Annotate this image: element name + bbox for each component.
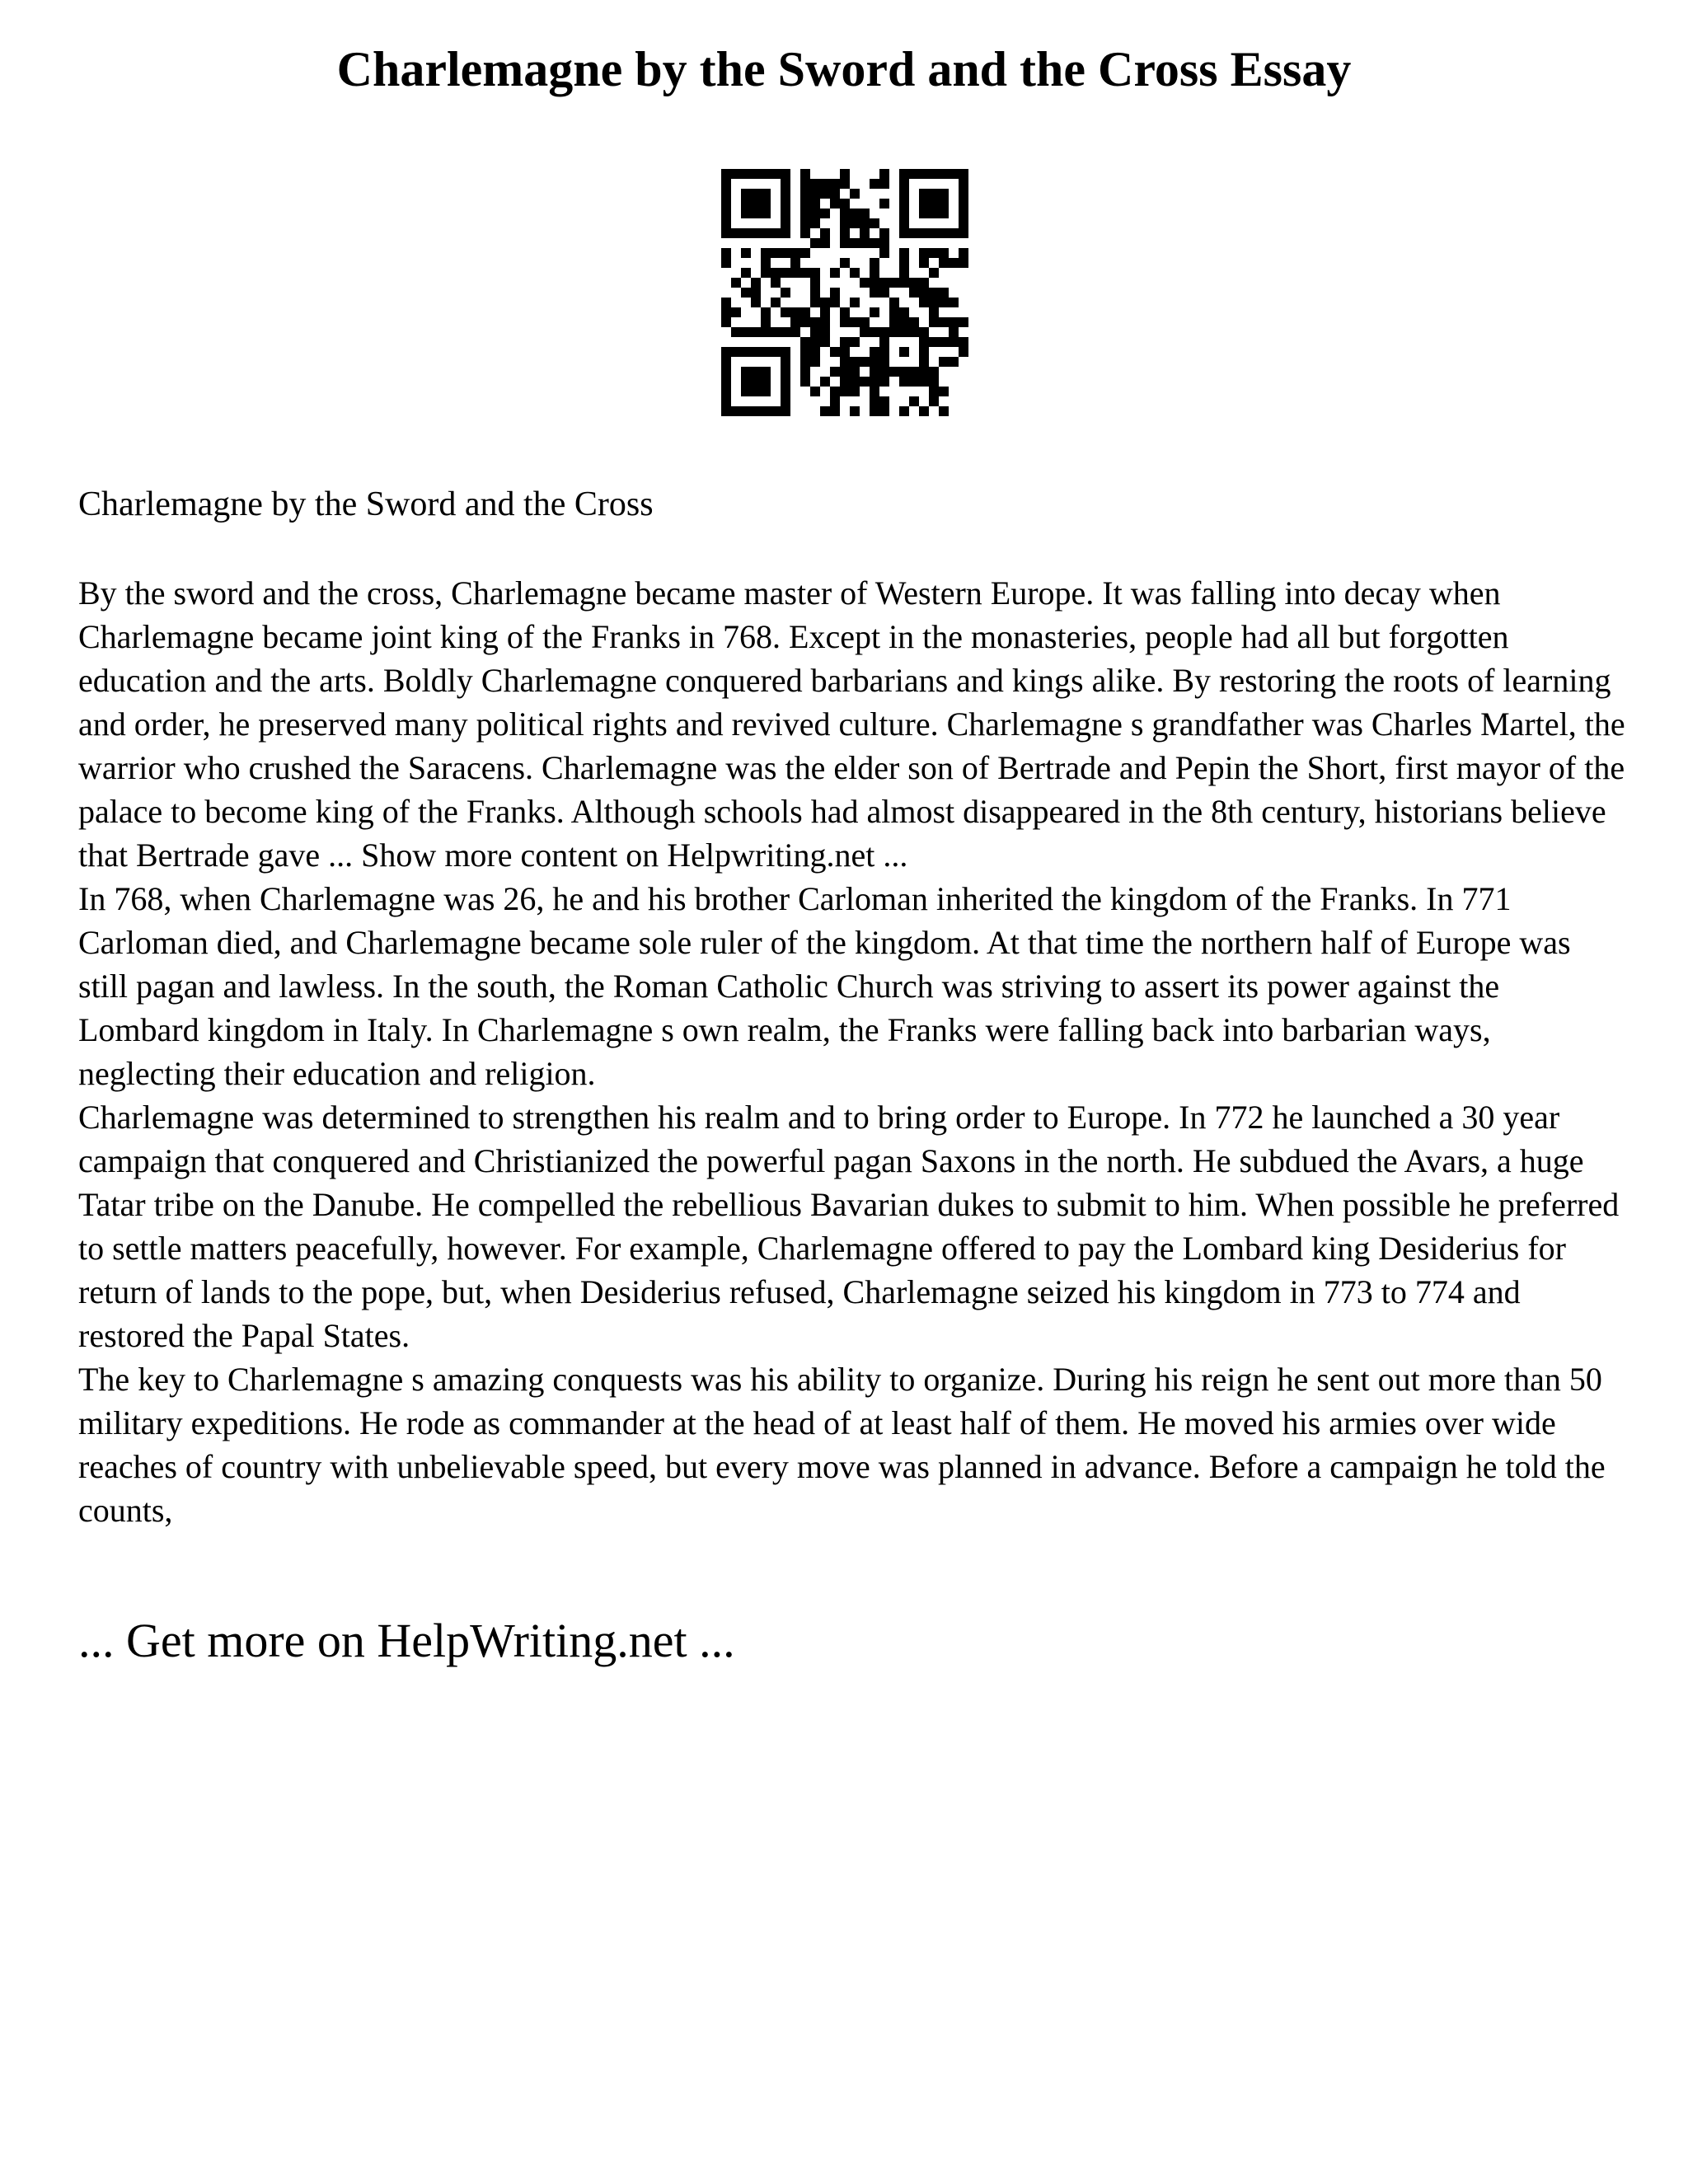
get-more-link[interactable]: ... Get more on HelpWriting.net ... — [78, 1614, 735, 1667]
essay-body — [78, 571, 1628, 1532]
page-title: Charlemagne by the Sword and the Cross Essay — [336, 42, 1352, 96]
essay-paragraph: Charlemagne was determined to strengthen his realm and to bring order to Europe. In 772 he launched a 30 year campaign that conquered and Christianized the powerful pagan Saxons in the north. He subdued the Avars, a huge Tatar tribe on the Danube. He compelled the rebellious Bavarian dukes to submit to him. When possible he preferred to settle matters peacefully, however. For example, Charlemagne offered to pay the Lombard king Desiderius for return of lands to the pope, but, when Desiderius refused, Charlemagne seized his kingdom in 773 to 774 and restored the Papal States. — [78, 1099, 1620, 1354]
essay-paragraph: By the sword and the cross, Charlemagne became master of Western Europe. It was falling into decay when Charlemagne became joint king of the Franks in 768. Except in the monasteries, people had all but forgotten education and the arts. Boldly Charlemagne conquered barbarians and kings alike. By restoring the roots of learning and order, he preserved many political rights and revived culture. Charlemagne s grandfather was Charles Martel, the warrior who crushed the Saracens. Charlemagne was the elder son of Bertrade and Pepin the Short, first mayor of the palace to become king of the Franks. Although schools had almost disappeared in the 8th century, historians believe that Bertrade gave ... Show more content on Helpwriting.net ... — [78, 574, 1625, 874]
essay-paragraph: The key to Charlemagne s amazing conquests was his ability to organize. During his reign he sent out more than 50 military expeditions. He rode as commander at the head of at least half of them. He moved his armies over wide reaches of country with unbelievable speed, but every move was planned in advance. Before a campaign he told the counts, — [78, 1361, 1606, 1529]
essay-paragraph: In 768, when Charlemagne was 26, he and his brother Carloman inherited the kingdom of the Franks. In 771 Carloman died, and Charlemagne became sole ruler of the kingdom. At that time the northern half of Europe was still pagan and lawless. In the south, the Roman Catholic Church was striving to assert its power against the Lombard kingdom in Italy. In Charlemagne s own realm, the Franks were falling back into barbarian ways, neglecting their education and religion. — [78, 880, 1571, 1092]
essay-subtitle: Charlemagne by the Sword and the Cross — [78, 485, 654, 523]
qr-code-icon — [721, 169, 968, 416]
